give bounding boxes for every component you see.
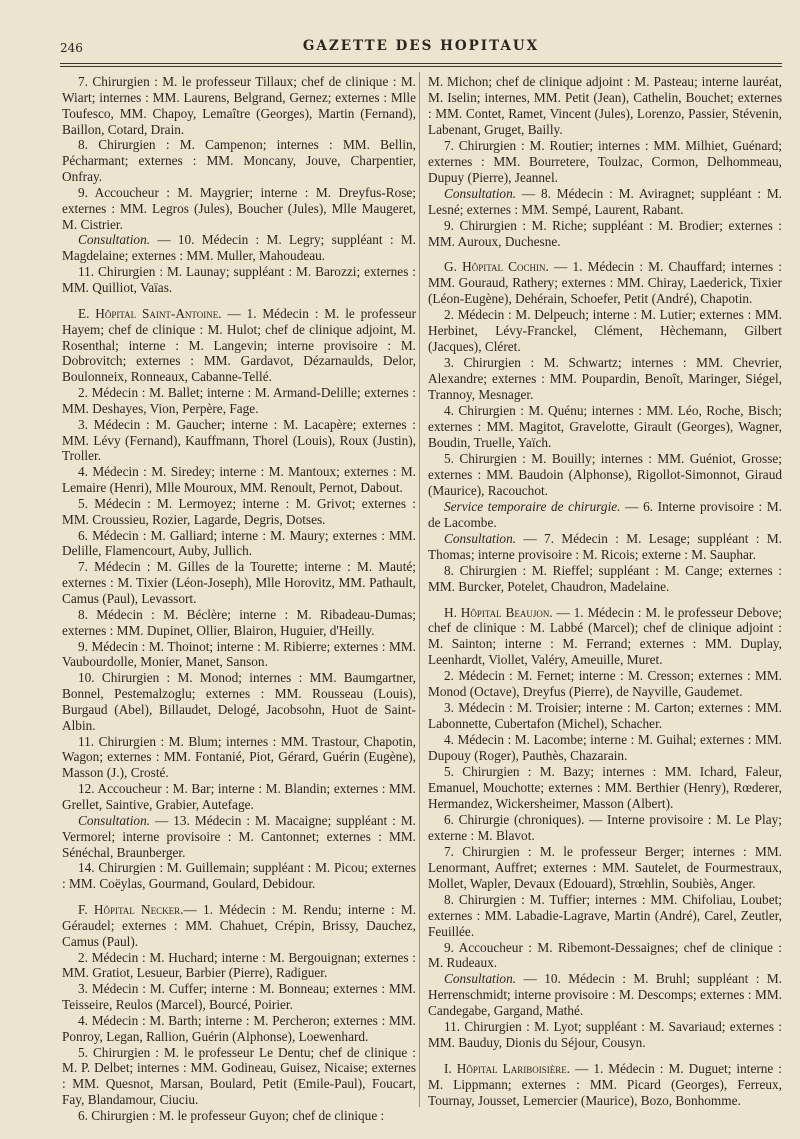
paragraph-text: — 7. Médecin : M. Lesage; suppléant : M. Thomas; interne provisoire : M. Ricois; externe : M. Sauphar. bbox=[428, 530, 782, 562]
header-rule-top bbox=[60, 63, 782, 64]
paragraph-text: 3. Médecin : M. Cuffer; interne : M. Bonneau; externes : MM. Teisseire, Reulos (Marcel), Bourcé, Poirier. bbox=[62, 981, 416, 1013]
paragraph-text: 3. Médecin : M. Gaucher; interne : M. Lacapère; externes : MM. Lévy (Fernand), Kauffmann, Thorel (Louis), Roux (Justin), Troller. bbox=[62, 416, 416, 464]
page-header bbox=[60, 38, 782, 60]
hospital-section-paragraph bbox=[428, 605, 782, 669]
page-number: 246 bbox=[60, 41, 83, 55]
paragraph-text: 8. Chirurgien : M. Tuffier; internes : MM. Chifoliau, Loubet; externes : MM. Labadie-Lagrave, Martin (André), Carel, Zeutler, Feuillée. bbox=[428, 891, 782, 939]
paragraph-text: 9. Médecin : M. Thoinot; interne : M. Ribierre; externes : MM. Vaubourdolle, Monier, Manet, Sanson. bbox=[62, 638, 416, 670]
staff-paragraph bbox=[428, 403, 782, 451]
section-letter: I. bbox=[444, 1061, 452, 1077]
staff-paragraph bbox=[62, 813, 416, 861]
staff-paragraph bbox=[428, 892, 782, 940]
staff-paragraph bbox=[428, 74, 782, 138]
paragraph-text: 11. Chirurgien : M. Blum; internes : MM. Trastour, Chapotin, Wagon; externes : MM. Fontanié, Piot, Gérard, Guérin (Eugène), Masson (J.), Crosté. bbox=[62, 733, 416, 781]
staff-paragraph bbox=[62, 639, 416, 671]
staff-paragraph bbox=[428, 218, 782, 250]
staff-paragraph bbox=[62, 1045, 416, 1108]
paragraph-text: 9. Chirurgien : M. Riche; suppléant : M. Brodier; externes : MM. Auroux, Duchesne. bbox=[428, 217, 782, 249]
paragraph-text: 5. Chirurgien : M. Bazy; internes : MM. Ichard, Faleur, Emanuel, Mouchotte; externes : MM. Berthier (Henry), Rœderer, Hermandez, Wickersheimer, Masson (Albert). bbox=[428, 764, 782, 811]
section-letter: F. bbox=[78, 902, 88, 918]
hospital-section-paragraph bbox=[428, 259, 782, 307]
section-letter: E. bbox=[78, 305, 90, 321]
paragraph-text: 7. Chirurgien : M. le professeur Tillaux; chef de clinique : M. Wiart; internes : MM. Laurens, Belgrand, Gernez; externes : Mlle Toufesco, MM. Chapoy, Lemaître (Georges), Martin (Fernand), Baillon, Cotard, Drain. bbox=[62, 74, 416, 137]
staff-paragraph bbox=[62, 559, 416, 607]
paragraph-text: 7. Chirurgien : M. Routier; internes : MM. Milhiet, Guénard; externes : MM. Bourretere, Toulzac, Cormon, Delhommeau, Dupuy (Pierre), Jeannel. bbox=[428, 137, 782, 185]
hospital-section-paragraph bbox=[62, 902, 416, 950]
paragraph-text: — 13. Médecin : M. Macaigne; suppléant : M. Vermorel; interne provisoire : M. Cantonnet; externes : MM. Sénéchal, Braunberger. bbox=[62, 812, 416, 860]
paragraph-text: 4. Médecin : M. Barth; interne : M. Percheron; externes : MM. Ponroy, Legan, Rallion, Guérin (Alphonse), Loewenhard. bbox=[62, 1012, 416, 1044]
paragraph-text: — 10. Médecin : M. Legry; suppléant : M. Magdelaine; externes : MM. Muller, Mahoudeau. bbox=[62, 232, 416, 264]
staff-paragraph bbox=[62, 528, 416, 560]
paragraph-text: 8. Médecin : M. Béclère; interne : M. Ribadeau-Dumas; externes : MM. Dupinet, Ollier, Blairon, Huguier, d'Heilly. bbox=[62, 606, 416, 638]
paragraph-text: .— 1. Médecin : M. Rendu; interne : M. Géraudel; externes : MM. Chahuet, Crépin, Brissy, Dauchez, Camus (Paul). bbox=[62, 902, 417, 949]
paragraph-text: 10. Chirurgien : M. Monod; internes : MM. Baumgartner, Bonnel, Pestemalzoglu; externes : MM. Rousseau (Louis), Burgaud (Abel), Billaudet, Delogé, Jacobsohn, Huot de Saint-Albin. bbox=[62, 670, 416, 733]
staff-paragraph bbox=[62, 264, 416, 296]
staff-paragraph bbox=[428, 355, 782, 403]
staff-paragraph bbox=[428, 844, 782, 892]
paragraph-text: 4. Chirurgien : M. Quénu; internes : MM. Léo, Roche, Bisch; externes : MM. Magitot, Gravelotte, Girault (Georges), Wagner, Boudin, Truelle, Yaïch. bbox=[428, 403, 782, 450]
service-label: Consultation. bbox=[78, 232, 151, 248]
hospital-name: Hôpital Necker bbox=[93, 902, 181, 918]
journal-title: GAZETTE DES HOPITAUX bbox=[302, 38, 540, 54]
staff-paragraph bbox=[62, 496, 416, 528]
paragraph-text: 8. Chirurgien : M. Campenon; internes : MM. Bellin, Pécharmant; externes : MM. Moncany, Jouve, Charpentier, Onfray. bbox=[62, 137, 416, 185]
left-column bbox=[62, 74, 416, 1124]
paragraph-text: . — 1. Médecin : M. Chauffard; internes : MM. Gouraud, Rathery; externes : MM. Chiray, Laederick, Tixier (Léon-Eugène), Dehérain, Schoefer, Petit (André), Chapotin. bbox=[428, 259, 782, 307]
hospital-section-paragraph bbox=[62, 306, 416, 385]
paragraph-text: 7. Chirurgien : M. le professeur Berger; internes : MM. Lenormant, Auffret; externes : MM. Sautelet, de Fourmestraux, Mollet, Wapler, Devaux (Edouard), Strœhlin, Soubiès, Anger. bbox=[428, 843, 782, 891]
staff-paragraph bbox=[62, 232, 416, 264]
staff-paragraph bbox=[62, 185, 416, 233]
paragraph-text: 2. Médecin : M. Ballet; interne : M. Armand-Delille; externes : MM. Deshayes, Vion, Perpère, Fage. bbox=[62, 385, 416, 416]
staff-paragraph bbox=[62, 670, 416, 733]
staff-paragraph bbox=[428, 451, 782, 499]
staff-paragraph bbox=[62, 137, 416, 185]
service-label: Consultation. bbox=[444, 185, 517, 201]
paragraph-text: 4. Médecin : M. Lacombe; interne : M. Guihal; externes : MM. Dupouy (Roger), Pauthès, Chazarain. bbox=[428, 732, 782, 764]
staff-paragraph bbox=[428, 764, 782, 812]
service-label: Consultation. bbox=[444, 530, 517, 546]
column-divider bbox=[419, 72, 420, 1107]
paragraph-text: — 6. Interne provisoire : M. de Lacombe. bbox=[428, 498, 782, 530]
staff-paragraph bbox=[428, 812, 782, 844]
staff-paragraph bbox=[428, 499, 782, 531]
paragraph-text: 6. Chirurgie (chroniques). — Interne provisoire : M. Le Play; externe : M. Blavot. bbox=[428, 811, 782, 843]
paragraph-text: 5. Médecin : M. Lermoyez; interne : M. Grivot; externes : MM. Croussieu, Rozier, Lagarde, Degris, Dotses. bbox=[62, 495, 416, 527]
paragraph-text: 9. Accoucheur : M. Ribemont-Dessaignes; chef de clinique : M. Rudeaux. bbox=[428, 939, 782, 971]
paragraph-text: 4. Médecin : M. Siredey; interne : M. Mantoux; externes : M. Lemaire (Henri), Mlle Mouroux, MM. Renoult, Pernot, Dabout. bbox=[62, 464, 416, 496]
staff-paragraph bbox=[428, 138, 782, 186]
staff-paragraph bbox=[62, 607, 416, 639]
service-label: Consultation. bbox=[444, 971, 517, 987]
paragraph-text: M. Michon; chef de clinique adjoint : M. Pasteau; interne lauréat, M. Iselin; internes, MM. Petit (Jean), Cathelin, Bouchet; externes : MM. Contet, Ramet, Vincent (Jules), Lorenzo, Passier, Stévenin, Labenant, Gruget, Bailly. bbox=[428, 74, 782, 137]
staff-paragraph bbox=[62, 464, 416, 496]
paragraph-text: — 8. Médecin : M. Aviragnet; suppléant : M. Lesné; externes : MM. Sempé, Laurent, Rabant. bbox=[428, 185, 782, 217]
staff-paragraph bbox=[62, 981, 416, 1013]
staff-paragraph bbox=[428, 307, 782, 355]
paragraph-text: 2. Médecin : M. Delpeuch; interne : M. Lutier; externes : MM. Herbinet, Lévy-Franckel, Clément, Hèchemann, Gilbert (Jacques), Cléret. bbox=[428, 307, 782, 355]
paragraph-text: 3. Chirurgien : M. Schwartz; internes : MM. Chevrier, Alexandre; externes : MM. Poupardin, Benoît, Maringer, Siégel, Trannoy, Mesnager. bbox=[428, 355, 782, 403]
hospital-name: Hôpital Lariboisière bbox=[456, 1061, 567, 1077]
staff-paragraph bbox=[428, 531, 782, 563]
staff-paragraph bbox=[428, 940, 782, 972]
paragraph-text: 3. Médecin : M. Troisier; interne : M. Carton; externes : MM. Labonnette, Cubertafon (Michel), Schacher. bbox=[428, 700, 782, 732]
paragraph-text: 9. Accoucheur : M. Maygrier; interne : M. Dreyfus-Rose; externes : MM. Legros (Jules), Boucher (Jules), Mlle Maugeret, M. Cistrier. bbox=[62, 184, 416, 232]
paragraph-text: 7. Médecin : M. Gilles de la Tourette; interne : M. Mauté; externes : M. Tixier (Léon-Joseph), Mlle Horovitz, MM. Pathault, Camus (Paul), Levassort. bbox=[62, 559, 416, 606]
header-rule-bottom bbox=[60, 66, 782, 67]
section-letter: G. bbox=[444, 259, 457, 275]
staff-paragraph bbox=[428, 1019, 782, 1051]
hospital-name: Hôpital Cochin bbox=[462, 259, 546, 275]
right-column bbox=[428, 74, 782, 1109]
staff-paragraph bbox=[428, 732, 782, 764]
paragraph-text: 2. Médecin : M. Fernet; interne : M. Cresson; externes : MM. Monod (Octave), Dreyfus (Pierre), de Nayville, Gaudemet. bbox=[428, 668, 782, 700]
service-label: Service temporaire de chirurgie. bbox=[444, 498, 621, 514]
staff-paragraph bbox=[62, 950, 416, 982]
staff-paragraph bbox=[62, 734, 416, 782]
staff-paragraph bbox=[62, 860, 416, 892]
hospital-name: Hôpital Beaujon bbox=[460, 604, 550, 620]
paragraph-text: 2. Médecin : M. Huchard; interne : M. Bergouignan; externes : MM. Gratiot, Lesueur, Barbier (Pierre), Radiguer. bbox=[62, 949, 416, 981]
paragraph-text: . — 1. Médecin : M. le professeur Debove; chef de clinique : M. Labbé (Marcel); chef de clinique adjoint : M. Sainton; interne : M. Ferrand; externes : MM. Duplay, Leenhardt, Viollet, Valéry, Ameuille, Muret. bbox=[428, 604, 782, 668]
staff-paragraph bbox=[428, 668, 782, 700]
paragraph-text: 11. Chirurgien : M. Launay; suppléant : M. Barozzi; externes : MM. Quilliot, Vaïas. bbox=[62, 264, 416, 295]
hospital-name: Hôpital Saint-Antoine bbox=[95, 305, 219, 321]
paragraph-text: . — 1. Médecin : M. le professeur Hayem; chef de clinique : M. Hulot; chef de clinique adjoint, M. Rosenthal; interne : M. Langevin; interne provisoire : M. Dobrovitch; externes : MM. Gardavot, Dézarnaulds, Delor, Boulonneix, Ronneaux, Cabanne-Tellé. bbox=[62, 305, 417, 385]
paragraph-text: 12. Accoucheur : M. Bar; interne : M. Blandin; externes : MM. Grellet, Saintive, Grabier, Autefage. bbox=[62, 781, 416, 812]
service-label: Consultation. bbox=[78, 812, 151, 828]
staff-paragraph bbox=[62, 74, 416, 137]
staff-paragraph bbox=[428, 563, 782, 595]
staff-paragraph bbox=[428, 971, 782, 1019]
paragraph-text: . — 1. Médecin : M. Duguet; interne : M. Lippmann; externes : MM. Picard (Georges), Ferreux, Tournay, Jousset, Lemercier (Maurice), Bozo, Bonhomme. bbox=[428, 1061, 782, 1109]
paragraph-text: 8. Chirurgien : M. Rieffel; suppléant : M. Cange; externes : MM. Burcker, Potelet, Chaudron, Madelaine. bbox=[428, 562, 782, 594]
staff-paragraph bbox=[62, 385, 416, 417]
paragraph-text: — 10. Médecin : M. Bruhl; suppléant : M. Herrenschmidt; interne provisoire : M. Descomps; externes : MM. Candegabe, Gargand, Mathé. bbox=[428, 971, 782, 1019]
staff-paragraph bbox=[62, 1013, 416, 1045]
paragraph-text: 5. Chirurgien : M. le professeur Le Dentu; chef de clinique : M. P. Delbet; internes : MM. Godineau, Guisez, Nicaise; externes : MM. Quesnot, Marsan, Boulard, Petit (Emile-Paul), Foucart, Fay, Blandamour, Ciuciu. bbox=[62, 1044, 416, 1108]
paragraph-text: 6. Chirurgien : M. le professeur Guyon; chef de clinique : bbox=[78, 1108, 385, 1123]
staff-paragraph bbox=[62, 417, 416, 465]
section-letter: H. bbox=[444, 604, 457, 620]
staff-paragraph bbox=[62, 781, 416, 813]
paragraph-text: 11. Chirurgien : M. Lyot; suppléant : M. Savariaud; externes : MM. Bauduy, Dionis du Séjour, Cousyn. bbox=[428, 1019, 782, 1051]
hospital-section-paragraph bbox=[428, 1061, 782, 1109]
staff-paragraph bbox=[428, 186, 782, 218]
paragraph-text: 14. Chirurgien : M. Guillemain; suppléant : M. Picou; externes : MM. Coëylas, Gourmand, Goulard, Debidour. bbox=[62, 860, 416, 892]
paragraph-text: 5. Chirurgien : M. Bouilly; internes : MM. Guéniot, Grosse; externes : MM. Baudoin (Alphonse), Rigollot-Simonnot, Giraud (Maurice), Racouchot. bbox=[428, 450, 782, 498]
paragraph-text: 6. Médecin : M. Galliard; interne : M. Maury; externes : MM. Delille, Flamencourt, Auby, Jullich. bbox=[62, 527, 416, 559]
staff-paragraph bbox=[428, 700, 782, 732]
staff-paragraph bbox=[62, 1108, 416, 1124]
